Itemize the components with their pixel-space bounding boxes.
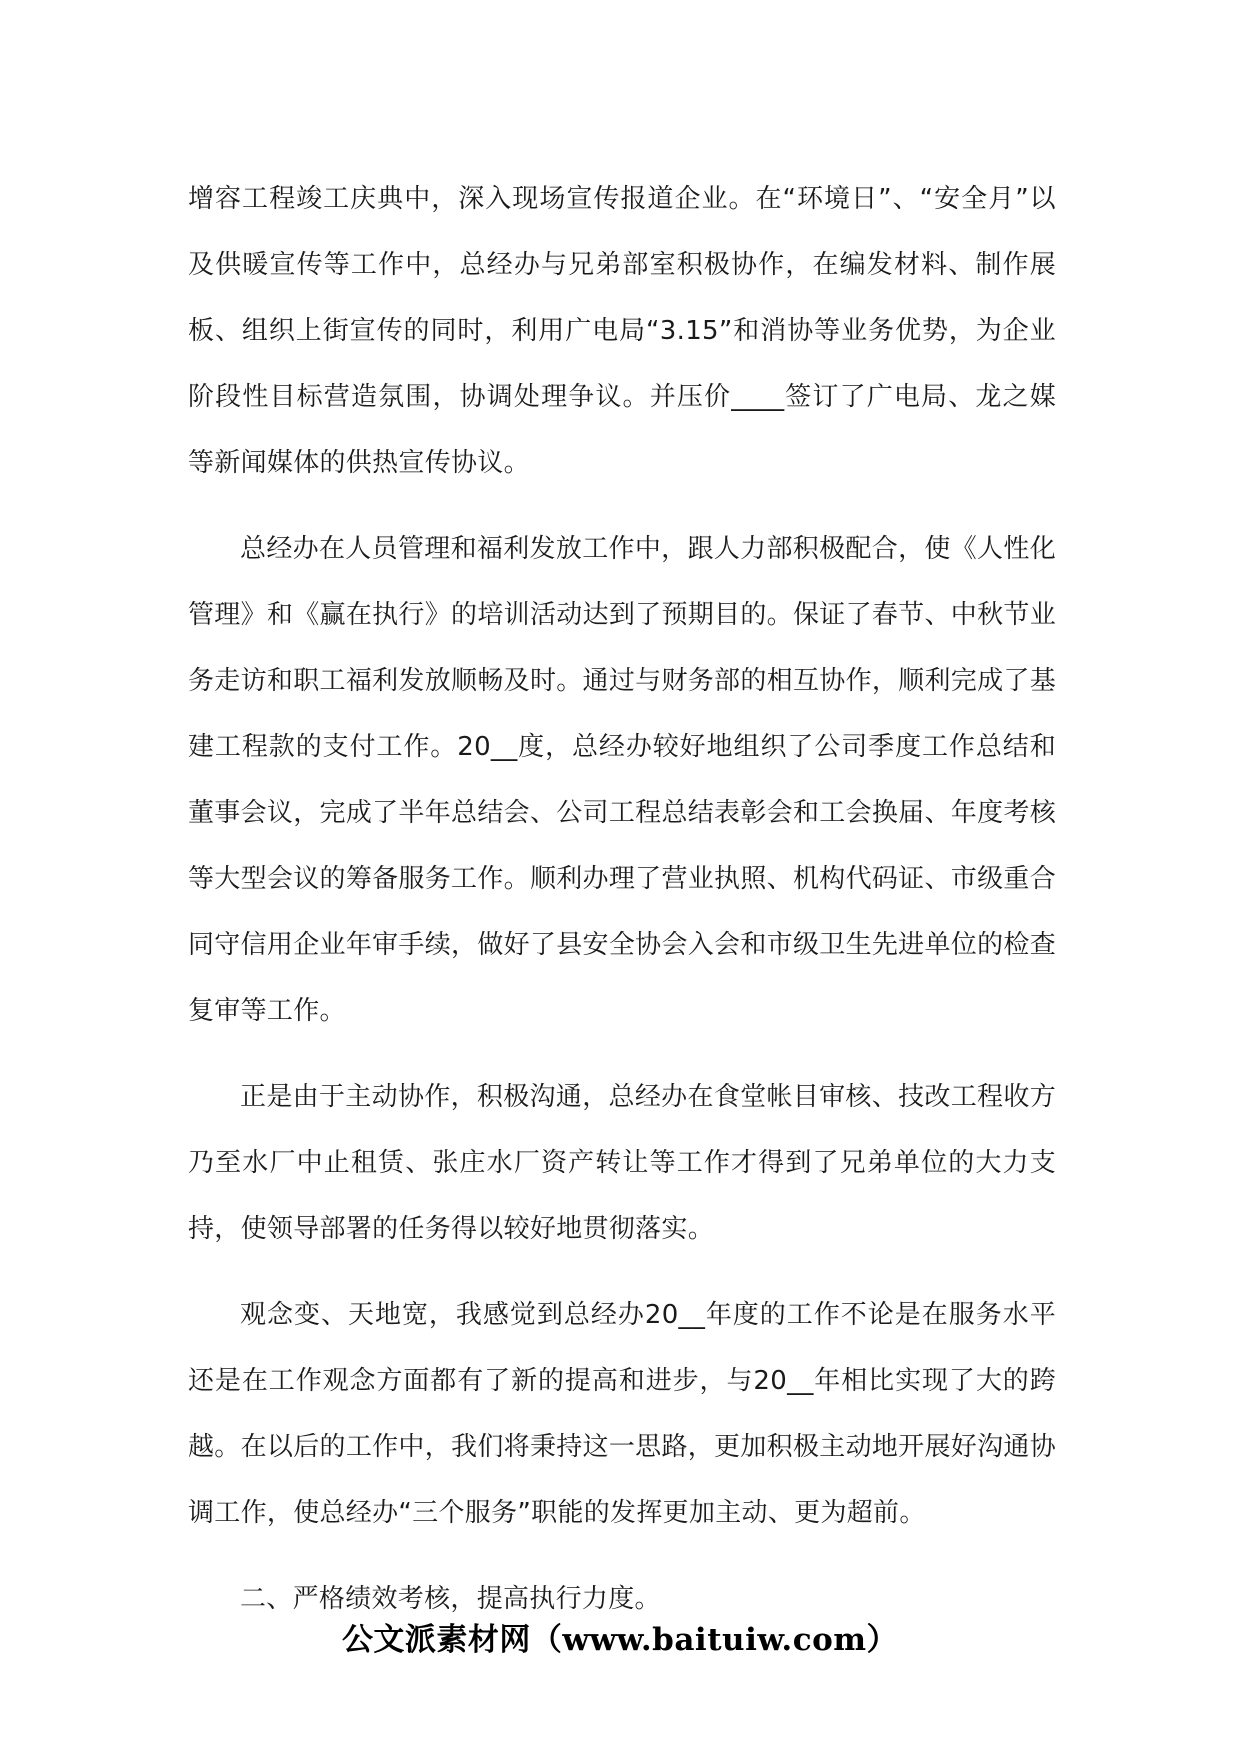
paragraph-2: 总经办在人员管理和福利发放工作中，跟人力部积极配合，使《人性化管理》和《赢在执行》的培训活动达到了预期目的。保证了春节、中秋节业务走访和职工福利发放顺畅及时。通过与财务部的相互协作，顺利完成了基建工程款的支付工作。20__度，总经办较好地组织了公司季度工作总结和董事会议，完成了半年总结会、公司工程总结表彰会和工会换届、年度考核等大型会议的筹备服务工作。顺利办理了营业执照、机构代码证、市级重合同守信用企业年审手续，做好了县安全协会入会和市级卫生先进单位的检查复审等工作。 xyxy=(188,534,1056,1026)
document-body xyxy=(188,166,1056,1652)
footer-watermark: 公文派素材网（www.baituiw.com） xyxy=(341,1622,899,1658)
paragraph-1: 增容工程竣工庆典中，深入现场宣传报道企业。在“环境日”、“安全月”以及供暖宣传等工作中，总经办与兄弟部室积极协作，在编发材料、制作展板、组织上街宣传的同时，利用广电局“3.15”和消协等业务优势，为企业阶段性目标营造氛围，协调处理争议。并压价____签订了广电局、龙之媒等新闻媒体的供热宣传协议。 xyxy=(188,184,1056,478)
section-heading-2: 二、严格绩效考核，提高执行力度。 xyxy=(240,1584,661,1614)
paragraph-3: 正是由于主动协作，积极沟通，总经办在食堂帐目审核、技改工程收方乃至水厂中止租赁、张庄水厂资产转让等工作才得到了兄弟单位的大力支持，使领导部署的任务得以较好地贯彻落实。 xyxy=(188,1082,1056,1244)
paragraph-4: 观念变、天地宽，我感觉到总经办20__年度的工作不论是在服务水平还是在工作观念方面都有了新的提高和进步，与20__年相比实现了大的跨越。在以后的工作中，我们将秉持这一思路，更加积极主动地开展好沟通协调工作，使总经办“三个服务”职能的发挥更加主动、更为超前。 xyxy=(188,1300,1056,1528)
